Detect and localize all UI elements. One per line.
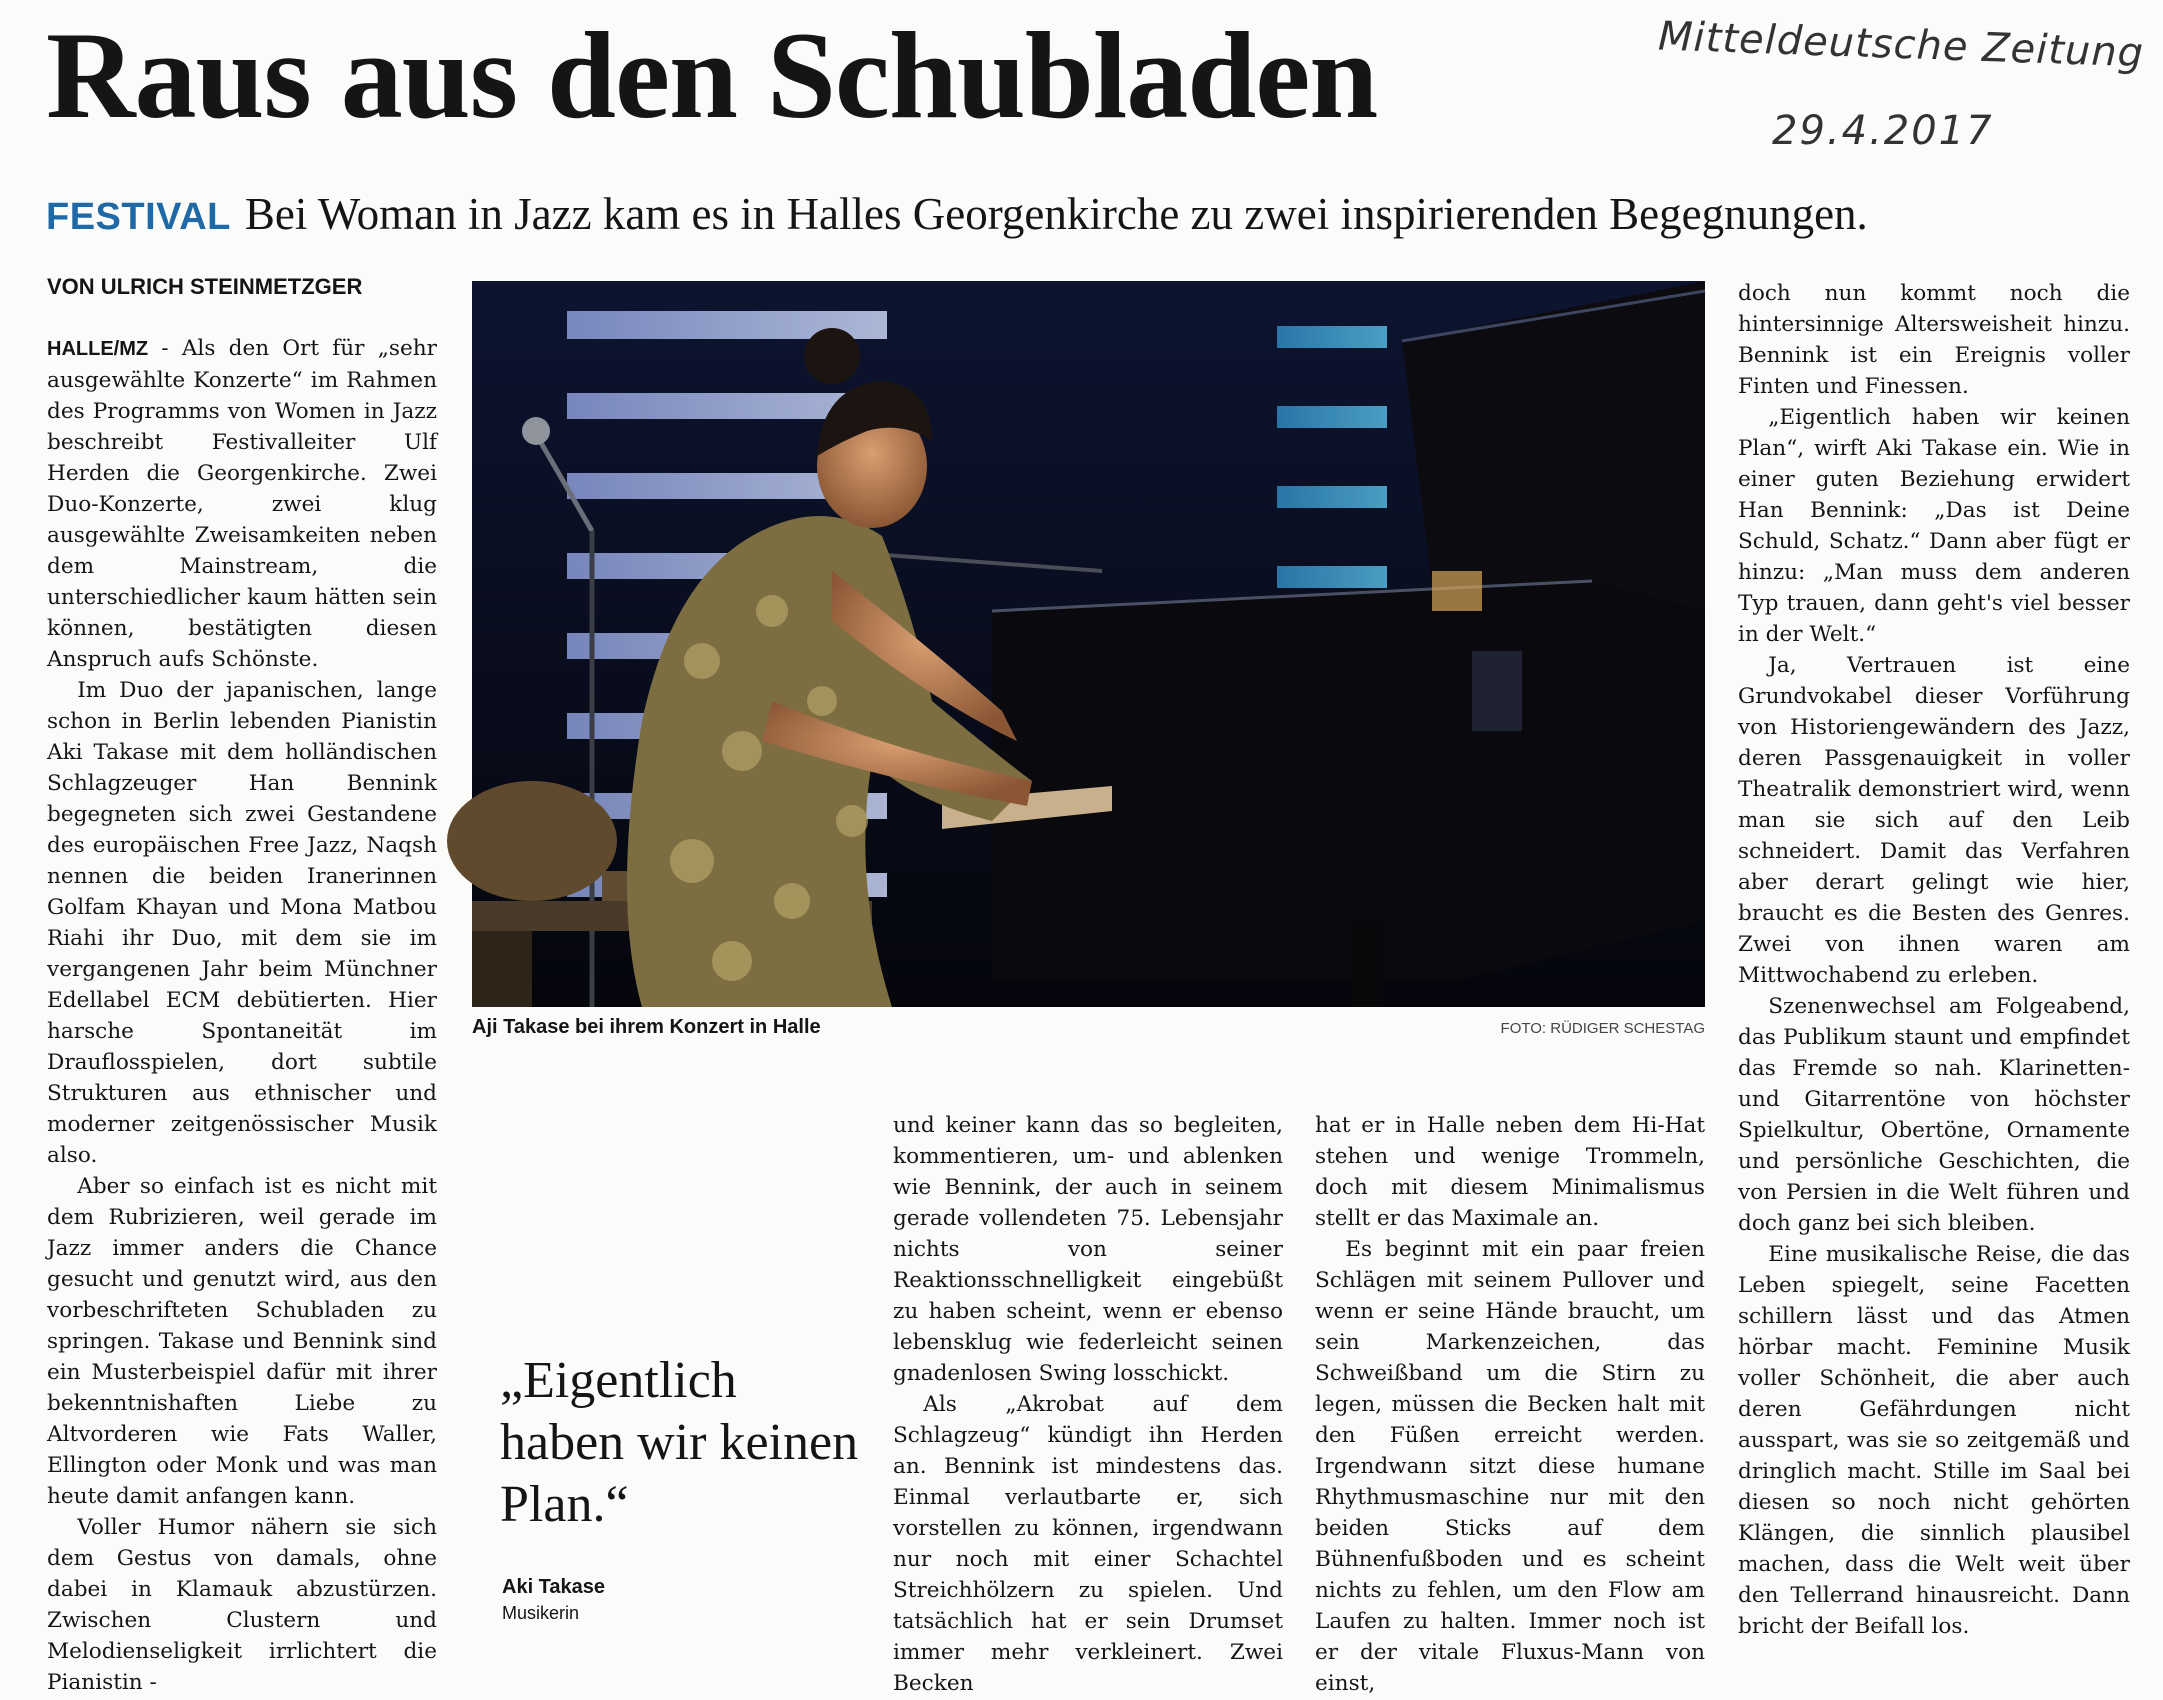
article-column-4 [1738, 278, 2130, 1693]
handwritten-source-note: Mitteldeutsche Zeitung [1657, 13, 2145, 77]
byline: VON ULRICH STEINMETZGER [47, 274, 363, 299]
article-subheadline: Bei Woman in Jazz kam es in Halles Georgenkirche zu zwei inspirierenden Begegnungen. [244, 189, 1868, 239]
kicker-label: FESTIVAL [46, 196, 231, 238]
paragraph: Szenenwechsel am Folgeabend, das Publikum staunt und empfindet das Fremde so nah. Klarinetten- und Gitarrentöne von höchster Spielkultur, Obertöne, Ornamente und persönliche Geschichten, die von Persien in die Welt führen und doch ganz bei sich bleiben. [1738, 994, 2130, 1236]
paragraph: Im Duo der japanischen, lange schon in Berlin lebenden Pianistin Aki Takase mit dem holländischen Schlagzeuger Han Bennink begegneten sich zwei Gestandene des europäischen Free Jazz, Naqsh nennen die beiden Iranerinnen Golfam Khayan und Mona Matbou Riahi ihr Duo, mit dem sie im vergangenen Jahr beim Münchner Edellabel ECM debütierten. Hier harsche Spontaneität im Drauflosspielen, dort subtile Strukturen aus ethnischer und moderner zeitgenössischer Musik also. [47, 678, 437, 1168]
article-column-3 [1315, 1110, 1705, 1696]
pull-quote: „Eigentlich haben wir keinen Plan.“ [500, 1352, 859, 1533]
pull-quote-role: Musikerin [502, 1603, 580, 1623]
article-headline: Raus aus den Schubladen [46, 7, 1378, 144]
article-column-1 [47, 333, 437, 1693]
dateline: HALLE/MZ [47, 338, 149, 360]
handwritten-date-note: 29.4.2017 [1772, 108, 1994, 154]
photo-credit: FOTO: RÜDIGER SCHESTAG [1500, 1020, 1705, 1037]
article-subheadline-row [46, 188, 2136, 243]
concert-photo [472, 281, 1705, 1007]
paragraph: Es beginnt mit ein paar freien Schlägen mit seinem Pullover und wenn er seine Hände braucht, um sein Markenzeichen, das Schweißband um die Stirn zu legen, müssen die Becken halt mit den Füßen erreicht werden. Irgendwann sitzt diese humane Rhythmusmaschine nur mit den beiden Sticks auf dem Bühnenfußboden und es scheint nichts zu fehlen, um den Flow am Laufen zu halten. Immer noch ist er der vitale Fluxus-Mann von einst, [1315, 1237, 1705, 1696]
paragraph: Aber so einfach ist es nicht mit dem Rubrizieren, weil gerade im Jazz immer anders die Chance gesucht und genutzt wird, aus den vorbeschrifteten Schubladen zu springen. Takase und Bennink sind ein Musterbeispiel dafür mit ihrer bekenntnishaften Liebe zu Altvorderen wie Fats Waller, Ellington oder Monk und was man heute damit anfangen kann. [47, 1174, 437, 1509]
pianist-at-grand-piano-image [472, 281, 1705, 1007]
paragraph: Voller Humor nähern sie sich dem Gestus von damals, ohne dabei in Klamauk abzustürzen. Zwischen Clustern und Melodienseligkeit irrlichtert die Pianistin - [47, 1515, 437, 1695]
paragraph: und keiner kann das so begleiten, kommentieren, um- und ablenken wie Bennink, der auch in seinem gerade vollendeten 75. Lebensjahr nichts von seiner Reaktionsschnelligkeit eingebüßt zu haben scheint, wenn er ebenso lebensklug wie federleicht seinen gnadenlosen Swing losschickt. [893, 1113, 1283, 1386]
paragraph: HALLE/MZ - Als den Ort für „sehr ausgewählte Konzerte“ im Rahmen des Programms von Women in Jazz beschreibt Festivalleiter Ulf Herden die Georgenkirche. Zwei Duo-Konzerte, zwei klug ausgewählte Zweisamkeiten neben dem Mainstream, die unterschiedlicher kaum hätten sein können, bestätigten diesen Anspruch aufs Schönste. [47, 336, 437, 672]
pull-quote-author: Aki Takase [502, 1576, 606, 1598]
paragraph: doch nun kommt noch die hintersinnige Altersweisheit hinzu. Bennink ist ein Ereignis voller Finten und Finessen. [1738, 281, 2130, 399]
paragraph: Als „Akrobat auf dem Schlagzeug“ kündigt ihn Herden an. Bennink ist mindestens das. Einmal verlautbarte er, sich vorstellen zu können, irgendwann nur noch mit einer Schachtel Streichhölzern zu spielen. Und tatsächlich hat er sein Drumset immer mehr verkleinert. Zwei Becken [893, 1392, 1283, 1696]
paragraph: Ja, Vertrauen ist eine Grundvokabel dieser Vorführung von Historiengewändern des Jazz, deren Passgenauigkeit in voller Theatralik demonstriert wird, wenn man sie sich auf den Leib schneidert. Damit das Verfahren aber derart gelingt wie hier, braucht es die Besten des Genres. Zwei von ihnen waren am Mittwochabend zu erleben. [1738, 653, 2130, 988]
photo-caption: Aji Takase bei ihrem Konzert in Halle [472, 1016, 821, 1038]
paragraph: „Eigentlich haben wir keinen Plan“, wirft Aki Takase ein. Wie in einer guten Beziehung erwidert Han Bennink: „Das ist Deine Schuld, Schatz.“ Dann aber fügt er hinzu: „Man muss dem anderen Typ trauen, dann geht's viel besser in der Welt.“ [1738, 405, 2130, 647]
article-column-2 [893, 1110, 1283, 1696]
paragraph: hat er in Halle neben dem Hi-Hat stehen und wenige Trommeln, doch mit diesem Minimalismus stellt er das Maximale an. [1315, 1113, 1705, 1231]
paragraph: Eine musikalische Reise, die das Leben spiegelt, seine Facetten schillern lässt und das Atmen hörbar macht. Feminine Musik voller Schönheit, die aber auch deren Gefährdungen nicht ausspart, was sie so zeitgemäß und dringlich macht. Stille im Saal bei diesen so noch nicht gehörten Klängen, die sinnlich plausibel machen, dass die Welt weit über den Tellerrand hinausreicht. Dann bricht der Beifall los. [1738, 1242, 2130, 1639]
